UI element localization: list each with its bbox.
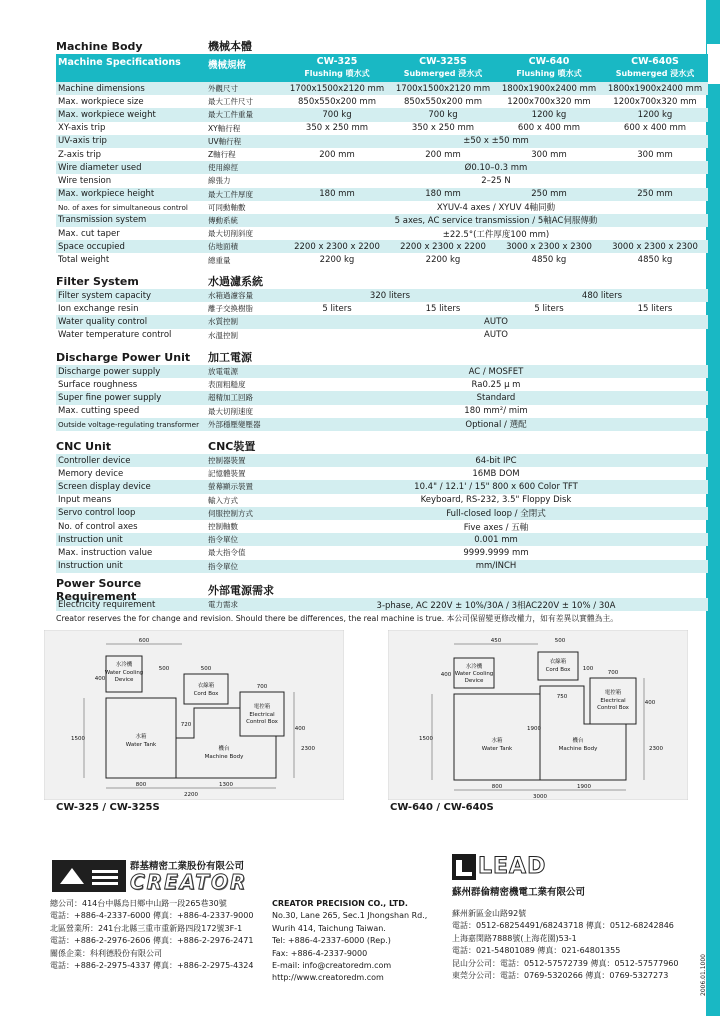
spec-row bbox=[56, 122, 708, 135]
spec-value: 350 x 250 mm bbox=[305, 123, 369, 134]
spec-value: 250 mm bbox=[531, 189, 567, 200]
spec-label-zh: 佔地面積 bbox=[208, 242, 238, 252]
creator-contact-en bbox=[272, 898, 427, 985]
dim-label: 1500 bbox=[419, 736, 433, 742]
cw640-caption: CW-640 / CW-640S bbox=[390, 802, 494, 813]
electrical-label-en: Electrical bbox=[600, 698, 626, 704]
spec-value: 180 mm bbox=[425, 189, 461, 200]
spec-value: 64-bit IPC bbox=[475, 455, 517, 466]
lead-name-zh: 蘇州群倫精密機電工業有限公司 bbox=[452, 887, 586, 898]
dim-label: 720 bbox=[180, 722, 192, 728]
spec-value: 2200 kg bbox=[425, 255, 461, 266]
contact-line: E-mail: info@creatoredm.com bbox=[272, 961, 392, 971]
spec-label-en: Water quality control bbox=[58, 316, 148, 327]
spec-label-zh: 總重量 bbox=[208, 255, 231, 265]
cord-box-label-en: Cord Box bbox=[545, 667, 571, 673]
section-title-en: Discharge Power Unit bbox=[56, 350, 191, 364]
spec-value: 4850 kg bbox=[637, 255, 673, 266]
spec-value: Standard bbox=[476, 392, 516, 403]
dim-label: 700 bbox=[256, 684, 268, 690]
spec-value: 250 mm bbox=[637, 189, 673, 200]
contact-line: 上海嘉閔路7888號(上海花園)53-1 bbox=[452, 933, 577, 943]
dim-label: 400 bbox=[644, 700, 656, 706]
section-title bbox=[56, 349, 708, 365]
section-title-zh: 加工電源 bbox=[208, 351, 252, 364]
spec-value: 5 axes, AC service transmission / 5軸AC伺服傳動 bbox=[394, 216, 598, 227]
spec-value: 850x550x200 mm bbox=[298, 96, 376, 107]
model-type: Flushing 噴水式 bbox=[304, 69, 370, 78]
dim-label: 2300 bbox=[649, 746, 663, 752]
spec-value: ±22.5°(工件厚度100 mm) bbox=[442, 229, 550, 240]
contact-line: Wurih 414, Taichung Taiwan. bbox=[272, 923, 386, 933]
spec-value: 3000 x 2300 x 2300 bbox=[506, 241, 592, 252]
spec-value: 2200 x 2300 x 2200 bbox=[400, 241, 486, 252]
water-cooling-label-en: Water Cooling bbox=[104, 670, 144, 676]
spec-label-en: Ion exchange resin bbox=[58, 303, 139, 314]
spec-label-zh: 可同動軸數 bbox=[208, 202, 246, 212]
section-title bbox=[56, 38, 708, 54]
spec-label-zh: UV軸行程 bbox=[208, 136, 242, 146]
section-title-zh: 水過濾系統 bbox=[208, 275, 263, 288]
spec-value: 700 kg bbox=[322, 109, 352, 120]
cnc-rows bbox=[56, 454, 708, 573]
spec-table-header bbox=[56, 54, 708, 82]
model-type: Submerged 浸水式 bbox=[615, 69, 695, 78]
model-type: Submerged 浸水式 bbox=[403, 69, 483, 78]
lead-mark-text: LEAD bbox=[478, 854, 547, 879]
spec-row bbox=[56, 148, 708, 161]
spec-value: 1200x700x320 mm bbox=[613, 96, 697, 107]
spec-label-en: No. of control axes bbox=[58, 521, 138, 532]
section-title bbox=[56, 273, 708, 289]
spec-row bbox=[56, 365, 708, 378]
spec-value: 1200 kg bbox=[637, 109, 673, 120]
spec-label-en: Surface roughness bbox=[58, 379, 138, 390]
contact-line: 北區營業所：241台北縣三重市重新路四段172號3F-1 bbox=[50, 923, 243, 933]
spec-label-zh: 使用線徑 bbox=[208, 163, 238, 173]
spec-label-en: Max. workpiece size bbox=[58, 96, 144, 107]
section-title-zh: 外部電源需求 bbox=[208, 584, 274, 597]
spec-row bbox=[56, 480, 708, 493]
right-bar-notch bbox=[706, 44, 720, 84]
creator-logo bbox=[52, 858, 302, 894]
creator-name-en: CREATOR bbox=[130, 870, 248, 894]
cw325-layout-diagram bbox=[44, 630, 344, 800]
spec-label-en: Space occupied bbox=[58, 241, 125, 252]
dim-label: 500 bbox=[200, 666, 212, 672]
lead-contact bbox=[452, 908, 678, 982]
spec-label-en: XY-axis trip bbox=[58, 123, 106, 134]
water-cooling-label-en2: Device bbox=[464, 678, 484, 684]
spec-label-zh: 控制軸數 bbox=[208, 522, 238, 532]
power-rows bbox=[56, 598, 708, 611]
spec-value: 200 mm bbox=[319, 149, 355, 160]
cord-box-label-zh: 衣線箱 bbox=[197, 683, 215, 689]
spec-row bbox=[56, 82, 708, 95]
spec-value: 1800x1900x2400 mm bbox=[607, 83, 703, 94]
dim-label: 2200 bbox=[184, 792, 198, 798]
spec-value: 2200 x 2300 x 2200 bbox=[294, 241, 380, 252]
section-title bbox=[56, 438, 708, 454]
spec-label-en: No. of axes for simultaneous control bbox=[58, 202, 188, 212]
discharge-rows bbox=[56, 365, 708, 431]
cord-box-label-zh: 衣線箱 bbox=[549, 659, 567, 665]
cw640-layout-diagram bbox=[388, 630, 688, 800]
contact-line: 東莞分公司：電話：0769-5320266 傳真：0769-5327273 bbox=[452, 971, 669, 981]
spec-label-en: Max. cutting speed bbox=[58, 406, 140, 417]
spec-row bbox=[56, 467, 708, 480]
spec-value: 16MB DOM bbox=[472, 468, 520, 479]
water-cooling-label-zh: 水冷機 bbox=[115, 662, 133, 668]
spec-label-en: Machine dimensions bbox=[58, 83, 145, 94]
spec-row bbox=[56, 378, 708, 391]
spec-row bbox=[56, 598, 708, 611]
contact-line: 電話：+886-4-2337-6000 傳真：+886-4-2337-9000 bbox=[50, 911, 254, 921]
spec-label-en: Z-axis trip bbox=[58, 149, 102, 160]
dim-label: 800 bbox=[491, 784, 503, 790]
water-tank-label-zh: 水箱 bbox=[135, 734, 147, 740]
dim-label: 1900 bbox=[577, 784, 591, 790]
cnc-section bbox=[56, 438, 708, 573]
spec-value: Ø0.10–0.3 mm bbox=[464, 162, 528, 173]
spec-label-en: Instruction unit bbox=[58, 561, 123, 572]
spec-value: mm/INCH bbox=[475, 561, 517, 572]
spec-value: 3000 x 2300 x 2300 bbox=[612, 241, 698, 252]
creator-emblem-icon bbox=[52, 860, 126, 892]
spec-value: 1700x1500x2120 mm bbox=[395, 83, 491, 94]
spec-row bbox=[56, 240, 708, 253]
machine-body-label-zh: 機台 bbox=[218, 746, 230, 752]
spec-label-en: Water temperature control bbox=[58, 330, 172, 341]
revision-note: Creator reserves the for change and revision. Should there be differences, the real machine is true. 本公司保留變更修改權力，如有差異以實體為主。 bbox=[56, 614, 619, 623]
contact-line: http://www.creatoredm.com bbox=[272, 973, 384, 983]
spec-label-en: UV-axis trip bbox=[58, 136, 107, 147]
print-date-code: 2006.01.1000 bbox=[700, 954, 707, 996]
spec-label-zh: 最大切削斜度 bbox=[208, 229, 253, 239]
contact-line: 蘇州新區金山路92號 bbox=[452, 909, 527, 918]
spec-row bbox=[56, 214, 708, 227]
section-title-en: Machine Body bbox=[56, 39, 143, 53]
machine-body-label-en: Machine Body bbox=[204, 754, 244, 760]
spec-label-en: Screen display device bbox=[58, 481, 151, 492]
water-cooling-label-en2: Device bbox=[114, 677, 134, 683]
spec-row bbox=[56, 507, 708, 520]
spec-label-zh: 表面粗糙度 bbox=[208, 380, 246, 390]
spec-row bbox=[56, 253, 708, 266]
filter-system-rows bbox=[56, 289, 708, 342]
spec-label-zh: Z軸行程 bbox=[208, 150, 236, 160]
spec-label-en: Wire diameter used bbox=[58, 162, 142, 173]
contact-line: 總公司：414台中縣烏日鄉中山路一段265巷30號 bbox=[50, 899, 227, 908]
spec-value: 480 liters bbox=[581, 290, 623, 301]
water-tank-label-en: Water Tank bbox=[481, 746, 513, 752]
dim-label: 600 bbox=[138, 638, 150, 644]
spec-label-zh: 最大指令值 bbox=[208, 548, 246, 558]
spec-row bbox=[56, 391, 708, 404]
spec-label-zh: 線張力 bbox=[208, 176, 231, 186]
spec-label-zh: 外觀尺寸 bbox=[208, 84, 238, 94]
contact-line: Fax: +886-4-2337-9000 bbox=[272, 948, 368, 958]
spec-label-zh: 輸入方式 bbox=[208, 495, 238, 505]
spec-value: 1200x700x320 mm bbox=[507, 96, 591, 107]
spec-value: AUTO bbox=[484, 330, 508, 341]
electrical-label-en2: Control Box bbox=[246, 719, 278, 725]
contact-line: 電話：+886-2-2976-2606 傳真：+886-2-2976-2471 bbox=[50, 936, 254, 946]
water-tank-label-en: Water Tank bbox=[125, 742, 157, 748]
contact-line: 電話：021-54801089 傳真：021-64801355 bbox=[452, 946, 621, 956]
spec-label-en: Max. workpiece weight bbox=[58, 109, 156, 120]
spec-row bbox=[56, 227, 708, 240]
dim-label: 100 bbox=[582, 666, 594, 672]
spec-row bbox=[56, 201, 708, 214]
spec-value: Ra0.25 μ m bbox=[471, 379, 521, 390]
spec-row bbox=[56, 494, 708, 507]
spec-value: 1800x1900x2400 mm bbox=[501, 83, 597, 94]
spec-label-en: Max. instruction value bbox=[58, 547, 153, 558]
spec-row bbox=[56, 329, 708, 342]
electrical-label-zh: 電控箱 bbox=[604, 690, 622, 696]
spec-label-zh: 放電電源 bbox=[208, 367, 238, 377]
dim-label: 750 bbox=[556, 694, 568, 700]
spec-value: 300 mm bbox=[637, 149, 673, 160]
creator-contact-zh bbox=[50, 898, 253, 972]
model-column-header bbox=[496, 54, 602, 82]
spec-value: 0.001 mm bbox=[474, 534, 518, 545]
spec-row bbox=[56, 454, 708, 467]
spec-label-en: Max. workpiece height bbox=[58, 189, 155, 200]
electrical-label-en2: Control Box bbox=[597, 705, 629, 711]
spec-label-en: Servo control loop bbox=[58, 508, 136, 519]
dim-label: 450 bbox=[490, 638, 502, 644]
water-tank-label-zh: 水箱 bbox=[491, 738, 503, 744]
spec-label-zh: 外部穩壓變壓器 bbox=[208, 419, 261, 429]
dim-label: 400 bbox=[294, 726, 306, 732]
power-section bbox=[56, 577, 708, 611]
dim-label: 800 bbox=[135, 782, 147, 788]
cw325-caption: CW-325 / CW-325S bbox=[56, 802, 160, 813]
spec-value: ±50 x ±50 mm bbox=[463, 136, 529, 147]
model-column-header bbox=[390, 54, 496, 82]
spec-label-zh: 最大切削速度 bbox=[208, 406, 253, 416]
section-title-zh: 機械本體 bbox=[208, 40, 252, 53]
spec-label-zh: 伺服控制方式 bbox=[208, 508, 253, 518]
spec-value: Five axes / 五軸 bbox=[463, 522, 529, 533]
dim-label: 500 bbox=[158, 666, 170, 672]
machine-body-rows bbox=[56, 82, 708, 267]
spec-label-zh: 指令單位 bbox=[208, 535, 238, 545]
machine-body-section bbox=[56, 38, 708, 267]
spec-row bbox=[56, 418, 708, 431]
spec-value: 1200 kg bbox=[531, 109, 567, 120]
spec-label-zh: 最大工件重量 bbox=[208, 110, 253, 120]
spec-label-en: Filter system capacity bbox=[58, 290, 152, 301]
spec-value: 9999.9999 mm bbox=[463, 547, 529, 558]
dim-label: 1300 bbox=[219, 782, 233, 788]
spec-value: AC / MOSFET bbox=[468, 366, 524, 377]
contact-line: 電話：0512-68254491/68243718 傳真：0512-68242846 bbox=[452, 921, 674, 931]
contact-line: 電話：+886-2-2975-4337 傳真：+886-2-2975-4324 bbox=[50, 961, 254, 971]
spec-row bbox=[56, 315, 708, 328]
dim-label: 400 bbox=[440, 672, 452, 678]
spec-row bbox=[56, 302, 708, 315]
spec-label-zh: 水溫控制 bbox=[208, 330, 238, 340]
spec-label-zh: 控制器裝置 bbox=[208, 456, 246, 466]
spec-row bbox=[56, 533, 708, 546]
spec-row bbox=[56, 289, 708, 302]
header-label-zh: 機械規格 bbox=[208, 60, 247, 71]
spec-value: 10.4" / 12.1' / 15" 800 x 600 Color TFT bbox=[414, 481, 578, 492]
model-type: Flushing 噴水式 bbox=[516, 69, 582, 78]
spec-value: 600 x 400 mm bbox=[517, 123, 581, 134]
right-accent-bar bbox=[706, 0, 720, 1016]
water-cooling-label-en: Water Cooling bbox=[454, 671, 494, 677]
dim-label: 1900 bbox=[527, 726, 541, 732]
section-title-zh: CNC裝置 bbox=[208, 440, 256, 453]
spec-value: 5 liters bbox=[322, 303, 352, 314]
spec-value: 1700x1500x2120 mm bbox=[289, 83, 385, 94]
contact-line: Tel: +886-4-2337-6000 (Rep.) bbox=[272, 936, 391, 946]
spec-row bbox=[56, 174, 708, 187]
creator-name-zh: 群基精密工業股份有限公司 bbox=[130, 861, 245, 872]
spec-label-zh: 傳動系統 bbox=[208, 215, 238, 225]
spec-value: Full-closed loop / 全閉式 bbox=[446, 509, 546, 520]
spec-value: 320 liters bbox=[369, 290, 411, 301]
spec-row bbox=[56, 520, 708, 533]
spec-value: XYUV-4 axes / XYUV 4軸同動 bbox=[436, 203, 556, 214]
dim-label: 500 bbox=[554, 638, 566, 644]
model-name: CW-325 bbox=[316, 56, 358, 67]
header-label-en: Machine Specifications bbox=[58, 57, 181, 68]
spec-value: 600 x 400 mm bbox=[623, 123, 687, 134]
spec-label-zh: 記憶體裝置 bbox=[208, 469, 246, 479]
spec-value: Optional / 選配 bbox=[465, 420, 527, 431]
spec-label-zh: 電力需求 bbox=[208, 600, 238, 610]
section-title-en: Power Source Requirement bbox=[56, 577, 142, 603]
spec-value: 850x550x200 mm bbox=[404, 96, 482, 107]
spec-value: 15 liters bbox=[637, 303, 673, 314]
spec-label-en: Outside voltage-regulating transformer bbox=[58, 419, 200, 429]
machine-body-label-en: Machine Body bbox=[558, 746, 598, 752]
dim-label: 3000 bbox=[533, 794, 547, 800]
spec-value: 180 mm²/ mim bbox=[464, 406, 528, 417]
spec-label-zh: 指令單位 bbox=[208, 561, 238, 571]
spec-label-zh: 最大工件厚度 bbox=[208, 189, 253, 199]
contact-line: 昆山分公司：電話：0512-57572739 傳真：0512-57577960 bbox=[452, 958, 679, 968]
spec-label-en: Transmission system bbox=[58, 215, 147, 226]
spec-label-en: Input means bbox=[58, 495, 112, 506]
spec-value: 300 mm bbox=[531, 149, 567, 160]
spec-value: 5 liters bbox=[534, 303, 564, 314]
spec-label-zh: 水箱過濾容量 bbox=[208, 291, 253, 301]
spec-value: 2200 kg bbox=[319, 255, 355, 266]
spec-row bbox=[56, 95, 708, 108]
lead-logo bbox=[452, 852, 672, 896]
dim-label: 2300 bbox=[301, 746, 315, 752]
spec-label-zh: 最大工件尺寸 bbox=[208, 97, 253, 107]
model-name: CW-640 bbox=[528, 56, 570, 67]
machine-body-label-zh: 機台 bbox=[572, 738, 584, 744]
lead-emblem-icon bbox=[452, 854, 476, 880]
spec-value: 700 kg bbox=[428, 109, 458, 120]
spec-label-zh: 水質控制 bbox=[208, 317, 238, 327]
spec-label-zh: 超精加工回路 bbox=[208, 393, 253, 403]
spec-value: 4850 kg bbox=[531, 255, 567, 266]
dim-label: 1500 bbox=[71, 736, 85, 742]
model-column-header bbox=[284, 54, 390, 82]
spec-value: 2–25 N bbox=[481, 175, 511, 186]
spec-label-en: Wire tension bbox=[58, 175, 112, 186]
spec-value: AUTO bbox=[484, 316, 508, 327]
spec-value: Keyboard, RS-232, 3.5" Floppy Disk bbox=[420, 495, 572, 506]
spec-value: 350 x 250 mm bbox=[411, 123, 475, 134]
spec-label-zh: XY軸行程 bbox=[208, 123, 241, 133]
spec-label-en: Max. cut taper bbox=[58, 228, 120, 239]
model-name: CW-640S bbox=[631, 56, 679, 67]
spec-row bbox=[56, 560, 708, 573]
section-title-en: CNC Unit bbox=[56, 439, 111, 453]
spec-label-zh: 離子交換樹脂 bbox=[208, 304, 253, 314]
contact-line: No.30, Lane 265, Sec.1 Jhongshan Rd., bbox=[272, 911, 428, 921]
spec-value: 200 mm bbox=[425, 149, 461, 160]
spec-label-en: Memory device bbox=[58, 468, 124, 479]
spec-label-en: Total weight bbox=[58, 255, 110, 266]
water-cooling-label-zh: 水冷機 bbox=[465, 664, 483, 670]
spec-value: 15 liters bbox=[425, 303, 461, 314]
spec-label-en: Super fine power supply bbox=[58, 392, 162, 403]
electrical-label-en: Electrical bbox=[249, 712, 275, 718]
model-name: CW-325S bbox=[419, 56, 467, 67]
spec-value: 3-phase, AC 220V ± 10%/30A / 3相AC220V ± 10% / 30A bbox=[376, 600, 616, 611]
spec-label-en: Discharge power supply bbox=[58, 366, 161, 377]
spec-label-en: Controller device bbox=[58, 455, 131, 466]
spec-label-en: Electricity requirement bbox=[58, 599, 156, 610]
contact-line: 關係企業：科利德股份有限公司 bbox=[50, 948, 162, 958]
spec-row bbox=[56, 161, 708, 174]
section-title-en: Filter System bbox=[56, 274, 139, 288]
filter-system-section bbox=[56, 273, 708, 342]
model-column-header bbox=[602, 54, 708, 82]
section-title bbox=[56, 577, 708, 603]
spec-row bbox=[56, 188, 708, 201]
spec-value: 180 mm bbox=[319, 189, 355, 200]
dim-label: 400 bbox=[94, 676, 106, 682]
spec-row bbox=[56, 108, 708, 121]
spec-label-zh: 螢幕顯示裝置 bbox=[208, 482, 253, 492]
spec-row bbox=[56, 405, 708, 418]
spec-row bbox=[56, 135, 708, 148]
electrical-label-zh: 電控箱 bbox=[253, 704, 271, 710]
spec-label-en: Instruction unit bbox=[58, 534, 123, 545]
spec-row bbox=[56, 546, 708, 559]
discharge-section bbox=[56, 349, 708, 431]
dim-label: 700 bbox=[607, 670, 619, 676]
company-name-en: CREATOR PRECISION CO., LTD. bbox=[272, 899, 408, 908]
cord-box-label-en: Cord Box bbox=[193, 691, 219, 697]
